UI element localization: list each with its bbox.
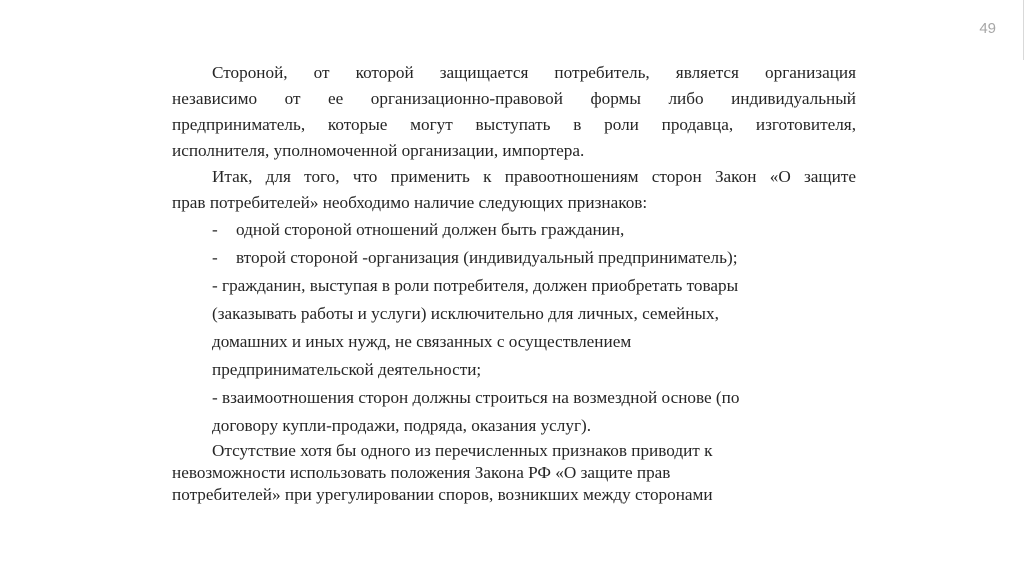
text-line: (заказывать работы и услуги) исключительно для личных, семейных, bbox=[212, 304, 719, 323]
text-line: договору купли-продажи, подряда, оказания услуг). bbox=[212, 416, 592, 435]
text-line: независимо от ее организационно-правовой формы либо индивидуальный bbox=[172, 89, 856, 108]
list-item bbox=[172, 272, 856, 384]
paragraph-consumer-party bbox=[172, 60, 856, 164]
text-line: - гражданин, выступая в роли потребителя, должен приобретать товары bbox=[212, 276, 739, 295]
text-line: потребителей» при урегулировании споров, возникших между сторонами bbox=[172, 485, 713, 504]
paragraph-criteria-intro bbox=[172, 164, 856, 216]
list-item-text: одной стороной отношений должен быть гражданин, bbox=[236, 220, 625, 239]
list-item bbox=[172, 244, 856, 272]
text-line: Итак, для того, что применить к правоотношениям сторон Закон «О защите bbox=[212, 167, 856, 186]
text-line: домашних и иных нужд, не связанных с осуществлением bbox=[212, 332, 632, 351]
text-line: невозможности использовать положения Закона РФ «О защите прав bbox=[172, 463, 671, 482]
slide-body bbox=[172, 60, 856, 506]
list-item bbox=[172, 216, 856, 244]
text-line: предпринимательской деятельности; bbox=[212, 360, 482, 379]
list-item-text: второй стороной -организация (индивидуальный предприниматель); bbox=[236, 248, 738, 267]
text-line: прав потребителей» необходимо наличие следующих признаков: bbox=[172, 193, 648, 212]
list-dash: - bbox=[212, 220, 218, 239]
criteria-list bbox=[172, 216, 856, 440]
paragraph-conclusion bbox=[172, 440, 856, 506]
text-line: Стороной, от которой защищается потребитель, является организация bbox=[212, 63, 856, 82]
text-line: - взаимоотношения сторон должны строиться на возмездной основе (по bbox=[212, 388, 740, 407]
text-line: исполнителя, уполномоченной организации, импортера. bbox=[172, 141, 585, 160]
text-line: Отсутствие хотя бы одного из перечисленных признаков приводит к bbox=[212, 441, 713, 460]
list-item bbox=[172, 384, 856, 440]
text-line: предприниматель, которые могут выступать в роли продавца, изготовителя, bbox=[172, 115, 856, 134]
page-number: 49 bbox=[979, 20, 996, 37]
list-dash: - bbox=[212, 248, 218, 267]
